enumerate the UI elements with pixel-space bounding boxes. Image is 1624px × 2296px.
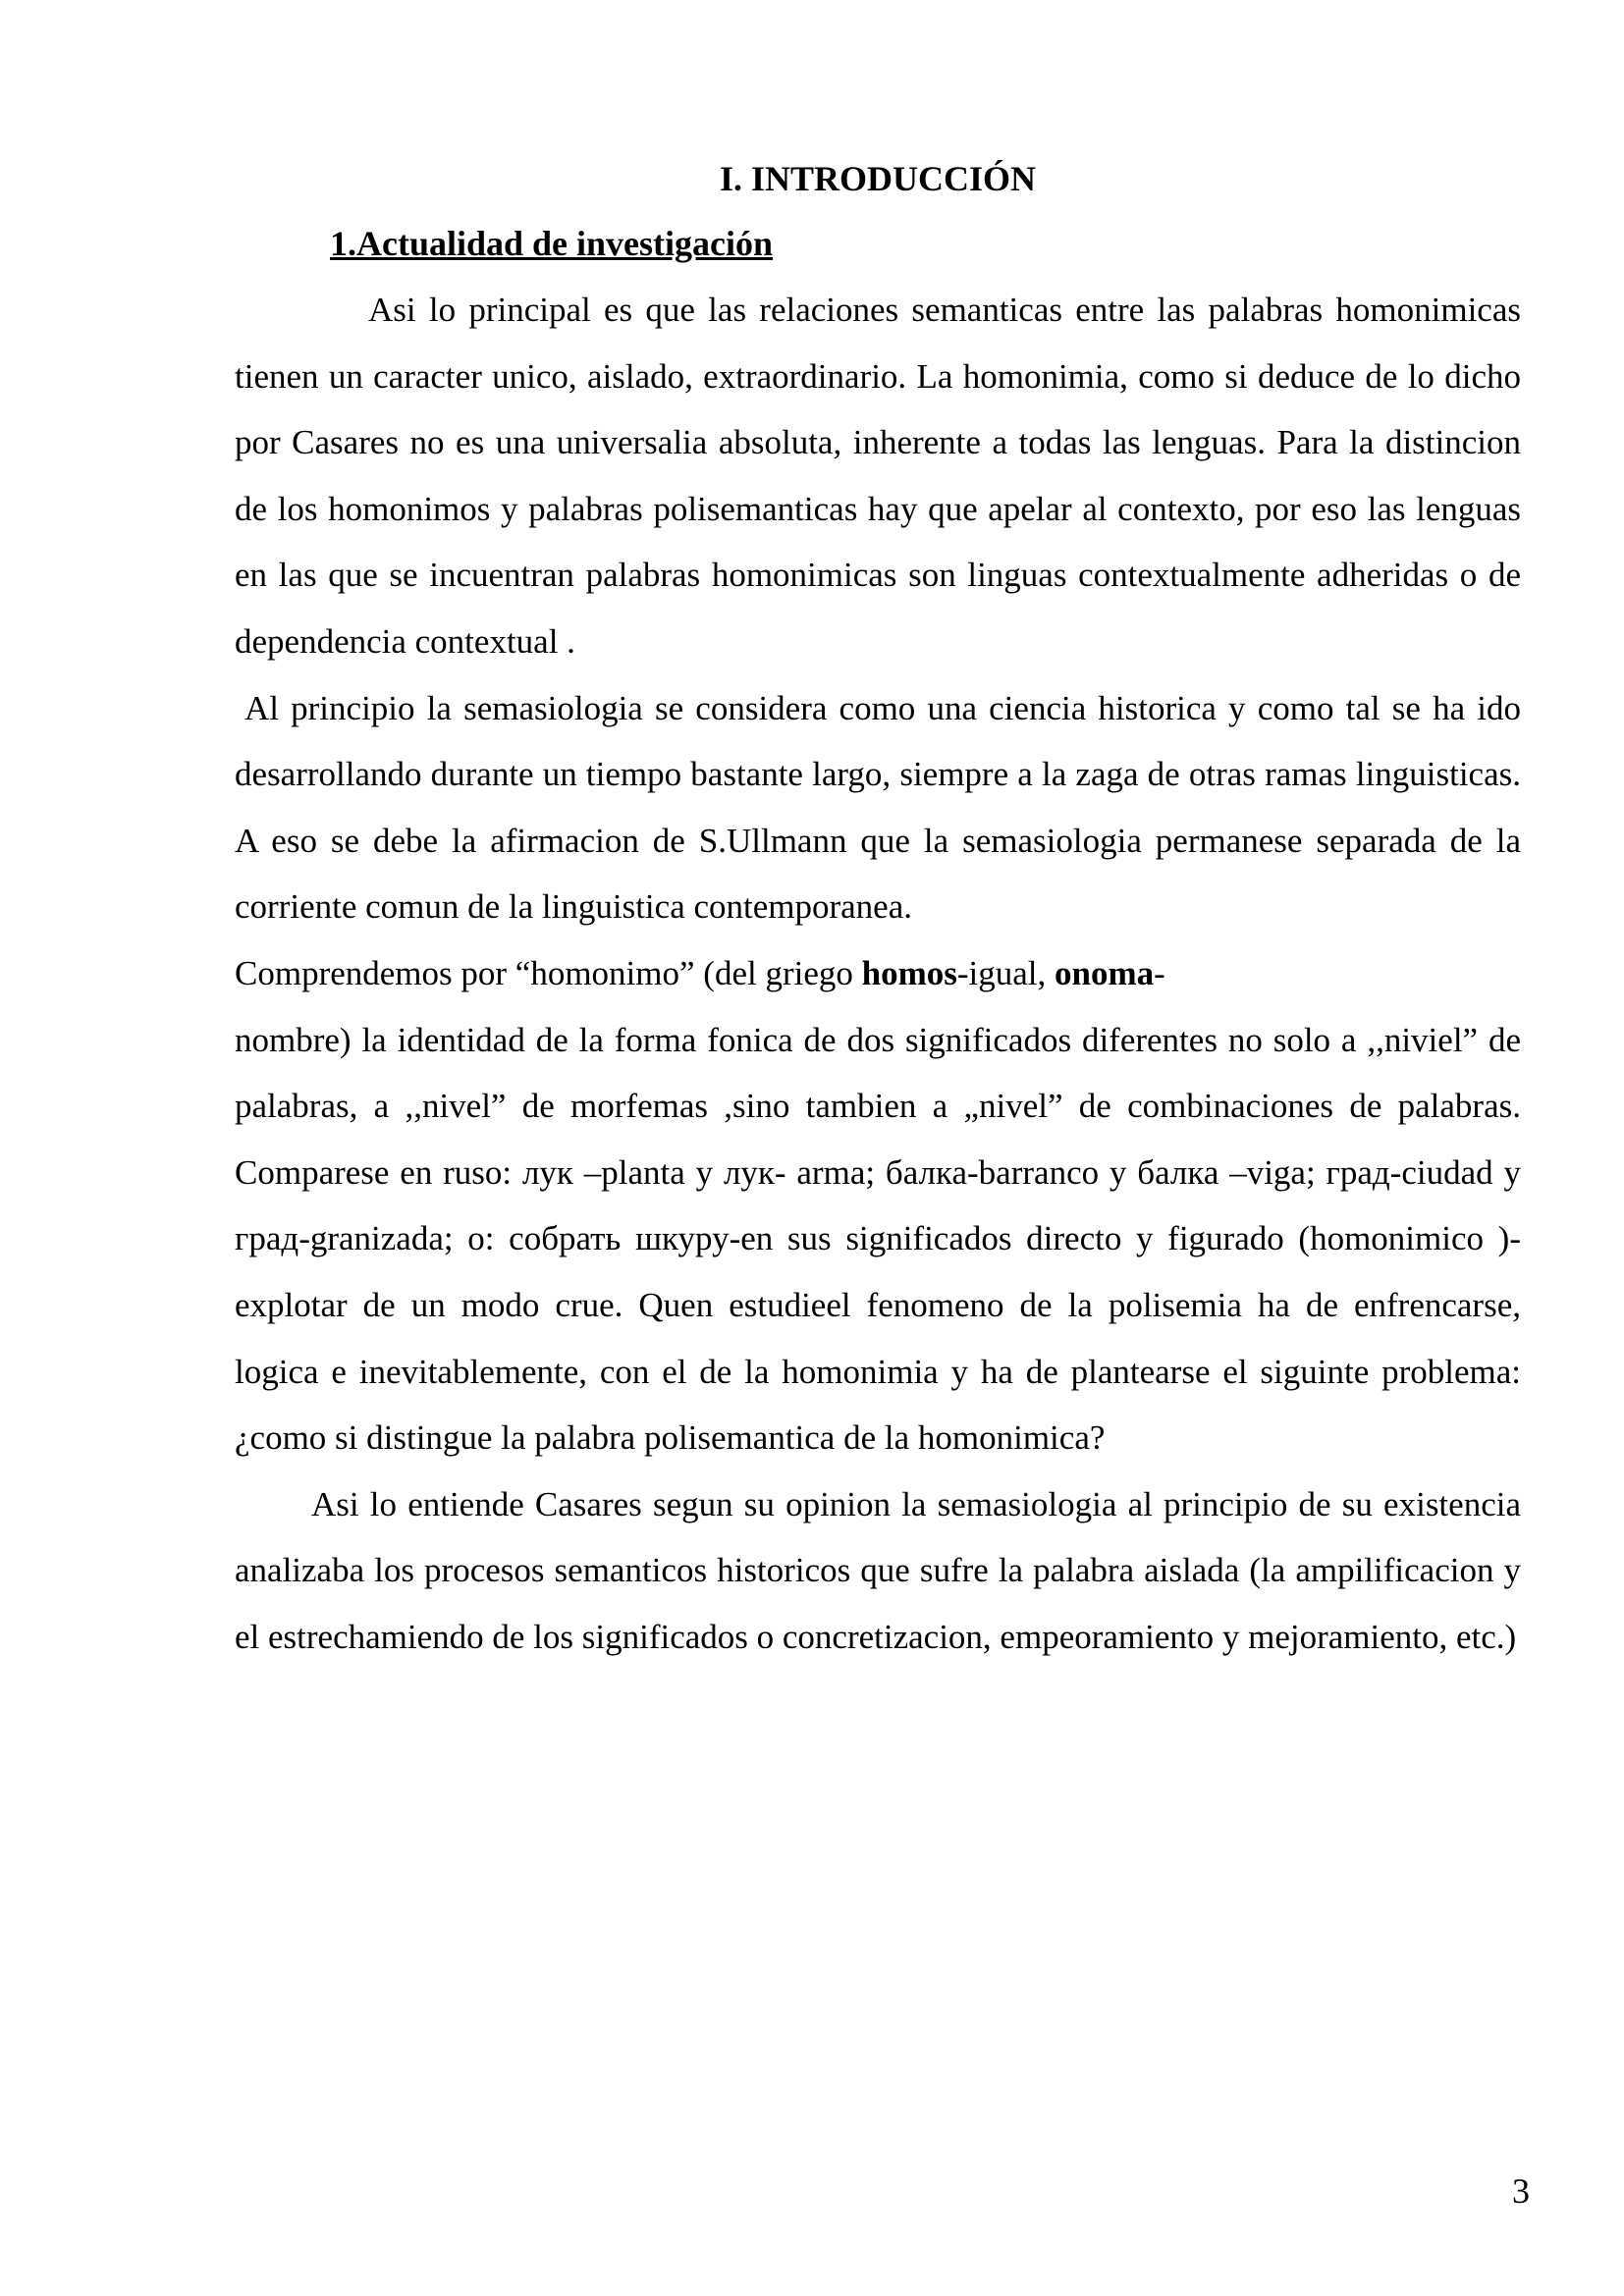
section-title: 1.Actualidad de investigación [330, 224, 774, 263]
page-number: 3 [1512, 2171, 1530, 2211]
paragraph-3 [235, 940, 1521, 1471]
paragraph-3-first-line [235, 940, 1521, 1007]
paragraph-2: Al principio la semasiologia se considera como una ciencia historica y como tal se ha ido desarrollando durante un tiempo bastante largo, siempre a la zaga de otras ramas linguisticas. A eso se debe la afirmacion de S.Ullmann que la semasiologia permanese separada de la corriente comun de la linguistica contemporanea. [235, 688, 1521, 927]
chapter-title: I. INTRODUCCIÓN [719, 159, 1037, 198]
paragraph-3-rest: nombre) la identidad de la forma fonica de dos significados diferentes no solo a ,,niviel” de palabras, a ,,nivel” de morfemas ,sino tambien a „nivel” de combinaciones de palabras. Comparese en ruso: лук –planta y лук- arma; балка-barranco y балка –viga; град-ciudad y град-granizada; o: собрать шкуру-en sus significados directo y figurado (homonimico )-explotar de un modo crue. Quen estudieel fenomeno de la polisemia ha de enfrencarse, logica e inevitablemente, con el de la homonimia y ha de plantearse el siguinte problema: ¿como si distingue la palabra polisemantica de la homonimica? [235, 1020, 1521, 1458]
term-onoma: onoma [1055, 953, 1155, 992]
paragraph-3-start: Comprendemos por “homonimo” (del griego [235, 953, 862, 992]
paragraph-1: Asi lo principal es que las relaciones semanticas entre las palabras homonimicas tienen un caracter unico, aislado, extraordinario. La homonimia, como si deduce de lo dicho por Casares no es una universalia absoluta, inherente a todas las lenguas. Para la distincion de los homonimos y palabras polisemanticas hay que apelar al contexto, por eso las lenguas en las que se incuentran palabras homonimicas son linguas contextualmente adheridas o de dependencia contextual . [235, 291, 1521, 661]
body-text [235, 277, 1521, 1670]
paragraph-3-mid: -igual, [956, 953, 1056, 992]
paragraph-3-dash: - [1154, 953, 1165, 992]
term-homos: homos [861, 953, 957, 992]
paragraph-4: Asi lo entiende Casares segun su opinion la semasiologia al principio de su existencia analizaba los procesos semanticos historicos que sufre la palabra aislada (la ampilificacion y el estrechamiendo de los significados o concretizacion, empeoramiento y mejoramiento, etc.) [235, 1484, 1521, 1656]
